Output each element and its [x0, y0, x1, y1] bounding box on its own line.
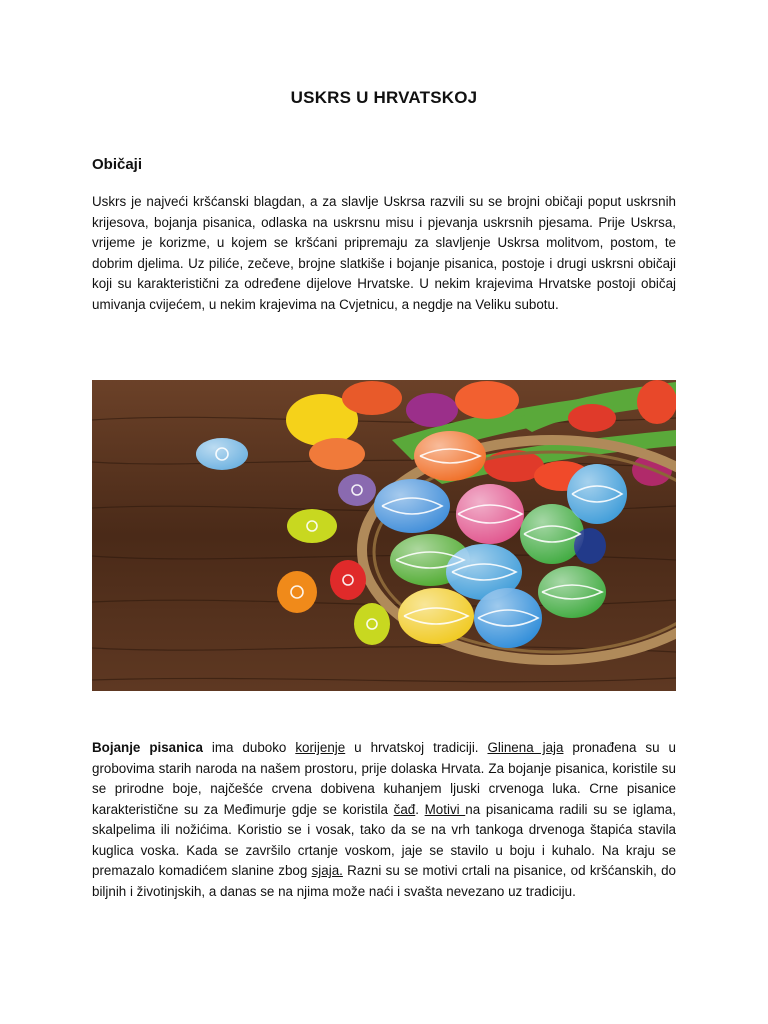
- underlined-term-sjaja: sjaja.: [311, 863, 343, 878]
- underlined-term-glinena-jaja: Glinena jaja: [487, 740, 564, 755]
- paragraph-egg-painting: Bojanje pisanica ima duboko korijenje u hrvatskoj tradiciji. Glinena jaja pronađena su u grobovima starih naroda na našem prostoru, prije dolaska Hrvata. Za bojanje pisanica, koristile su se prirodne boje, najčešće crvena dobivena kuhanjem ljuski crvenoga luka. Crne pisanice karakteristične su za Međimurje gdje se koristila čađ. Motivi na pisanicama radili su se iglama, skalpelima ili nožićima. Koristio se i vosak, tako da se na vrh tankoga drvenoga štapića stavila kuglica voska. Kada se završilo crtanje voskom, jaje se stavilo u boju i kuhalo. Na kraju se premazalo komadićem slanine zbog sjaja. Razni su se motivi crtali na pisanice, od kršćanskih, do biljnih i životinjskih, a danas se na njima može naći i svašta nevezano uz tradiciju.: [92, 740, 676, 899]
- bold-lead-term: Bojanje pisanica: [92, 740, 203, 755]
- underlined-term-motivi: Motivi: [424, 801, 466, 817]
- page-title: USKRS U HRVATSKOJ: [290, 88, 478, 107]
- section-heading: Običaji: [92, 156, 143, 173]
- underlined-term-cad: čađ: [393, 801, 416, 817]
- easter-eggs-photo: [92, 380, 676, 691]
- underlined-term-korijenje: korijenje: [295, 740, 346, 755]
- paragraph-customs: Uskrs je najveći kršćanski blagdan, a za slavlje Uskrsa razvili su se brojni običaji poput uskrsnih krijesova, bojanja pisanica, odlaska na uskrsnu misu i pjevanja uskrsnih pjesama. Prije Uskrsa, vrijeme je korizme, u kojem se kršćani pripremaju za slavljenje Uskrsa molitvom, postom, te dobrim djelima. Uz piliće, zečeve, brojne slatkiše i bojanje pisanica, postoje i drugi uskrsni običaji koji su karakteristični za određene dijelove Hrvatske. U nekim krajevima Hrvatske postoji običaj umivanja cvijećem, u nekim krajevima na Cvjetnicu, a negdje na Veliku subotu.: [92, 194, 676, 312]
